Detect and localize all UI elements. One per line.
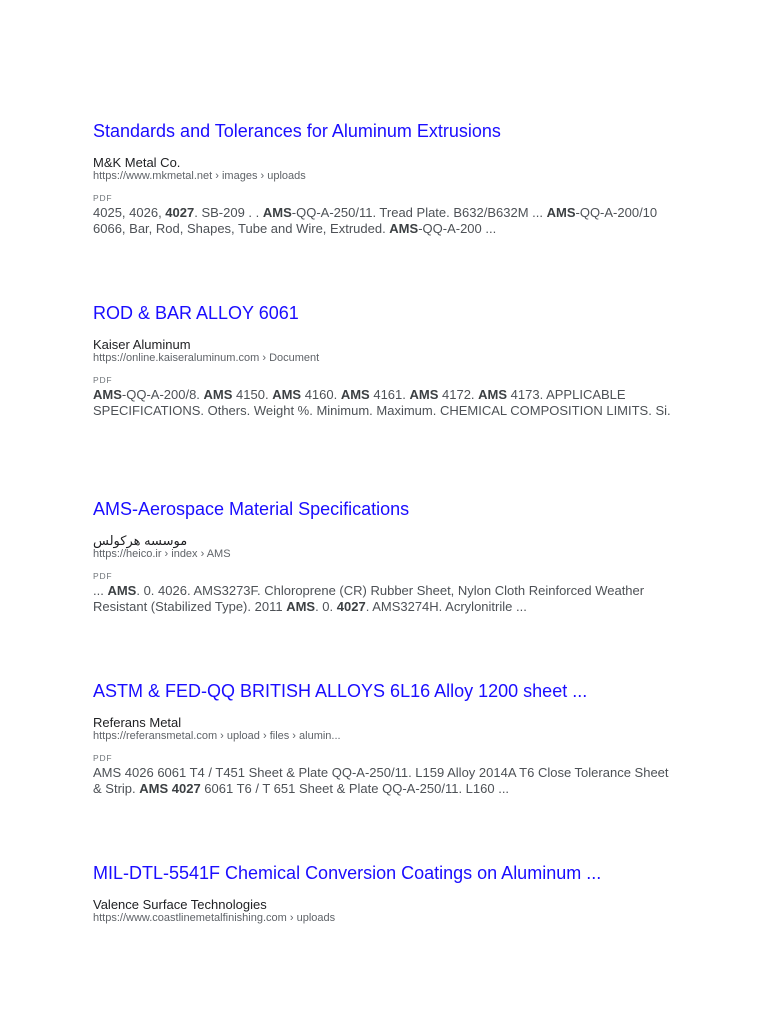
result-title-link[interactable]: ROD & BAR ALLOY 6061 — [93, 303, 299, 323]
snippet-highlight: 4027 — [165, 205, 195, 220]
snippet-text: 6061 T6 / T 651 Sheet & Plate QQ-A-250/11. L160 ... — [200, 780, 510, 796]
result-snippet — [93, 583, 678, 614]
snippet-highlight: AMS — [139, 780, 169, 796]
snippet-text: 4150. — [232, 387, 273, 402]
result-site-name: M&K Metal Co. — [93, 155, 181, 170]
snippet-highlight: AMS — [389, 220, 419, 236]
snippet-highlight: AMS — [93, 387, 122, 402]
file-type-label: PDF — [93, 375, 113, 385]
result-snippet — [93, 387, 678, 418]
snippet-highlight: AMS — [262, 205, 292, 220]
snippet-text: AMS 4026 6061 T4 / T451 Sheet & Plate QQ-A-250/11. L159 Alloy 2014A T6 Close Tolerance Sheet & Strip. — [93, 765, 669, 796]
search-result — [93, 862, 693, 925]
result-url[interactable]: https://referansmetal.com › upload › files › alumin... — [93, 730, 341, 742]
snippet-highlight: AMS — [546, 205, 576, 220]
file-type-label: PDF — [93, 571, 113, 581]
snippet-highlight: 4027 — [171, 780, 201, 796]
snippet-text: -QQ-A-200/10 6066, Bar, Rod, Shapes, Tube and Wire, Extruded. — [93, 205, 658, 236]
snippet-text: -QQ-A-250/11. Tread Plate. B632/B632M ... — [291, 205, 547, 220]
snippet-text: . 0. 4026. AMS3273F. Chloroprene (CR) Rubber Sheet, Nylon Cloth Reinforced Weather Resistant (Stabilized Type). 2011 — [93, 583, 645, 614]
snippet-text: -QQ-A-200 ... — [418, 220, 497, 236]
result-site-name: Valence Surface Technologies — [93, 897, 267, 912]
snippet-highlight: AMS — [478, 387, 508, 402]
result-title-link[interactable]: MIL-DTL-5541F Chemical Conversion Coatings on Aluminum ... — [93, 863, 602, 883]
result-url[interactable]: https://online.kaiseraluminum.com › Document — [93, 352, 320, 364]
snippet-highlight: AMS — [203, 387, 233, 402]
search-result — [93, 302, 693, 418]
snippet-highlight: AMS — [409, 387, 439, 402]
snippet-text: . SB-209 . . — [194, 205, 263, 220]
snippet-text: 4025, 4026, — [93, 205, 166, 220]
result-url[interactable]: https://heico.ir › index › AMS — [93, 548, 231, 560]
snippet-text: ... — [93, 583, 108, 598]
result-title-link[interactable]: Standards and Tolerances for Aluminum Extrusions — [93, 121, 501, 141]
snippet-text: -QQ-A-200/8. — [121, 387, 204, 402]
result-snippet — [93, 765, 678, 796]
snippet-highlight: 4027 — [336, 598, 366, 614]
snippet-text: 4172. — [438, 387, 479, 402]
file-type-label: PDF — [93, 753, 113, 763]
result-snippet — [93, 205, 678, 236]
snippet-text: . 0. — [315, 598, 337, 614]
result-title-link[interactable]: AMS-Aerospace Material Specifications — [93, 499, 410, 519]
result-site-name: Kaiser Aluminum — [93, 337, 191, 352]
snippet-highlight: AMS — [272, 387, 302, 402]
snippet-highlight: AMS — [107, 583, 137, 598]
snippet-text: . AMS3274H. Acrylonitrile ... — [365, 598, 527, 614]
search-result — [93, 680, 693, 796]
file-type-label: PDF — [93, 193, 113, 203]
search-result — [93, 498, 693, 614]
result-title-link[interactable]: ASTM & FED-QQ BRITISH ALLOYS 6L16 Alloy 1200 sheet ... — [93, 681, 588, 701]
snippet-text: 4161. — [369, 387, 410, 402]
snippet-text: 4160. — [301, 387, 341, 402]
result-site-name: موسسه هرکولس — [93, 533, 188, 548]
search-result — [93, 120, 693, 236]
result-site-name: Referans Metal — [93, 715, 182, 730]
result-url[interactable]: https://www.mkmetal.net › images › uploads — [93, 170, 306, 182]
snippet-highlight: AMS — [340, 387, 370, 402]
snippet-text: 4173. APPLICABLE SPECIFICATIONS. Others. Weight %. Minimum. Maximum. CHEMICAL COMPOSITION LIMITS. Si. — [93, 387, 671, 418]
snippet-highlight: AMS — [286, 598, 316, 614]
result-url[interactable]: https://www.coastlinemetalfinishing.com › uploads — [93, 912, 336, 924]
